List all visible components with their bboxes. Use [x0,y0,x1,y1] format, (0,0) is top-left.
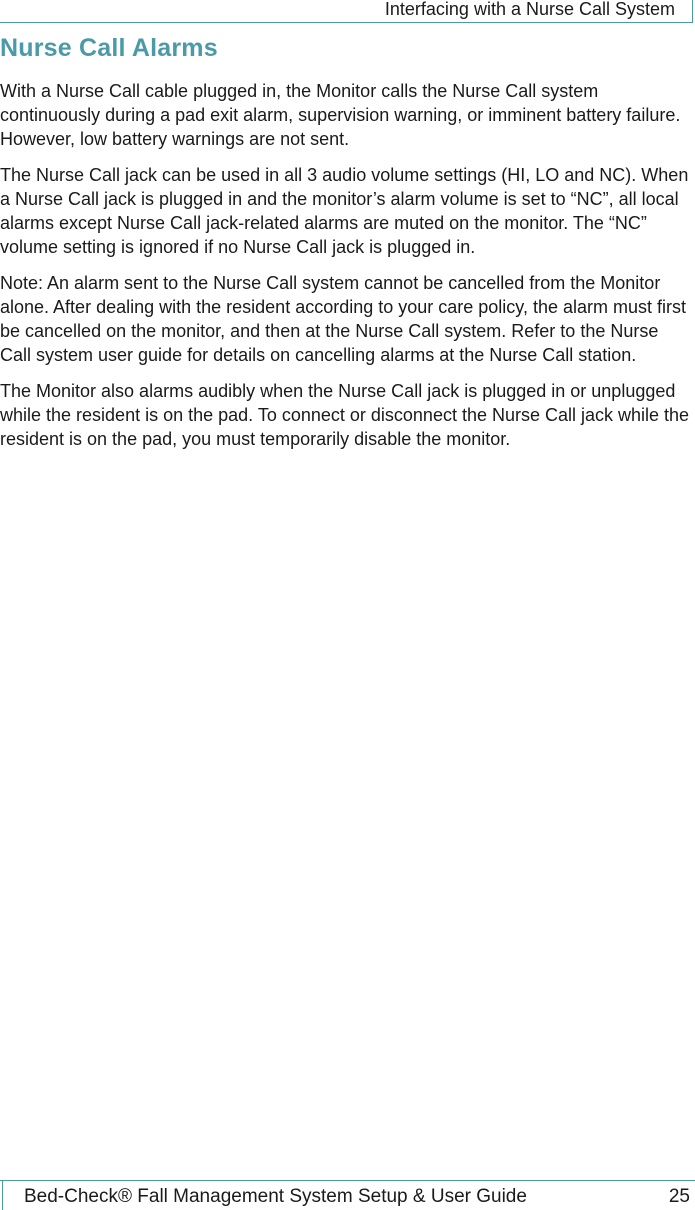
paragraph-jack-plugging: The Monitor also alarms audibly when the Nurse Call jack is plugged in or unplugged while the resident is on the pad. To connect or disconnect the Nurse Call jack while the resident is on the pad, you must temporarily disable the monitor. [0,381,690,449]
header-rule-tick [692,0,693,22]
running-header [0,0,695,24]
running-footer [0,1180,695,1210]
footer-rule [0,1180,695,1181]
body-text [0,79,692,463]
paragraph-nurse-call-behavior: With a Nurse Call cable plugged in, the Monitor calls the Nurse Call system continuously during a pad exit alarm, supervision warning, or imminent battery failure. However, low battery warnings are not sent. [0,81,681,149]
page-number: 25 [668,1186,690,1207]
footer-guide-title: Bed-Check® Fall Management System Setup & User Guide [24,1186,527,1207]
footer-rule-tick [2,1180,3,1210]
paragraph-volume-settings: The Nurse Call jack can be used in all 3 audio volume settings (HI, LO and NC). When a Nurse Call jack is plugged in and the monitor’s alarm volume is set to “NC”, all local alarms except Nurse Call jack-related alarms are muted on the monitor. The “NC” volume setting is ignored if no Nurse Call jack is plugged in. [0,165,689,257]
header-rule [0,22,693,23]
header-section-title: Interfacing with a Nurse Call System [384,0,675,19]
page-title: Nurse Call Alarms [0,34,218,62]
paragraph-cancel-note: Note: An alarm sent to the Nurse Call system cannot be cancelled from the Monitor alone. After dealing with the resident according to your care policy, the alarm must first be cancelled on the monitor, and then at the Nurse Call system. Refer to the Nurse Call system user guide for details on cancelling alarms at the Nurse Call station. [0,273,687,365]
